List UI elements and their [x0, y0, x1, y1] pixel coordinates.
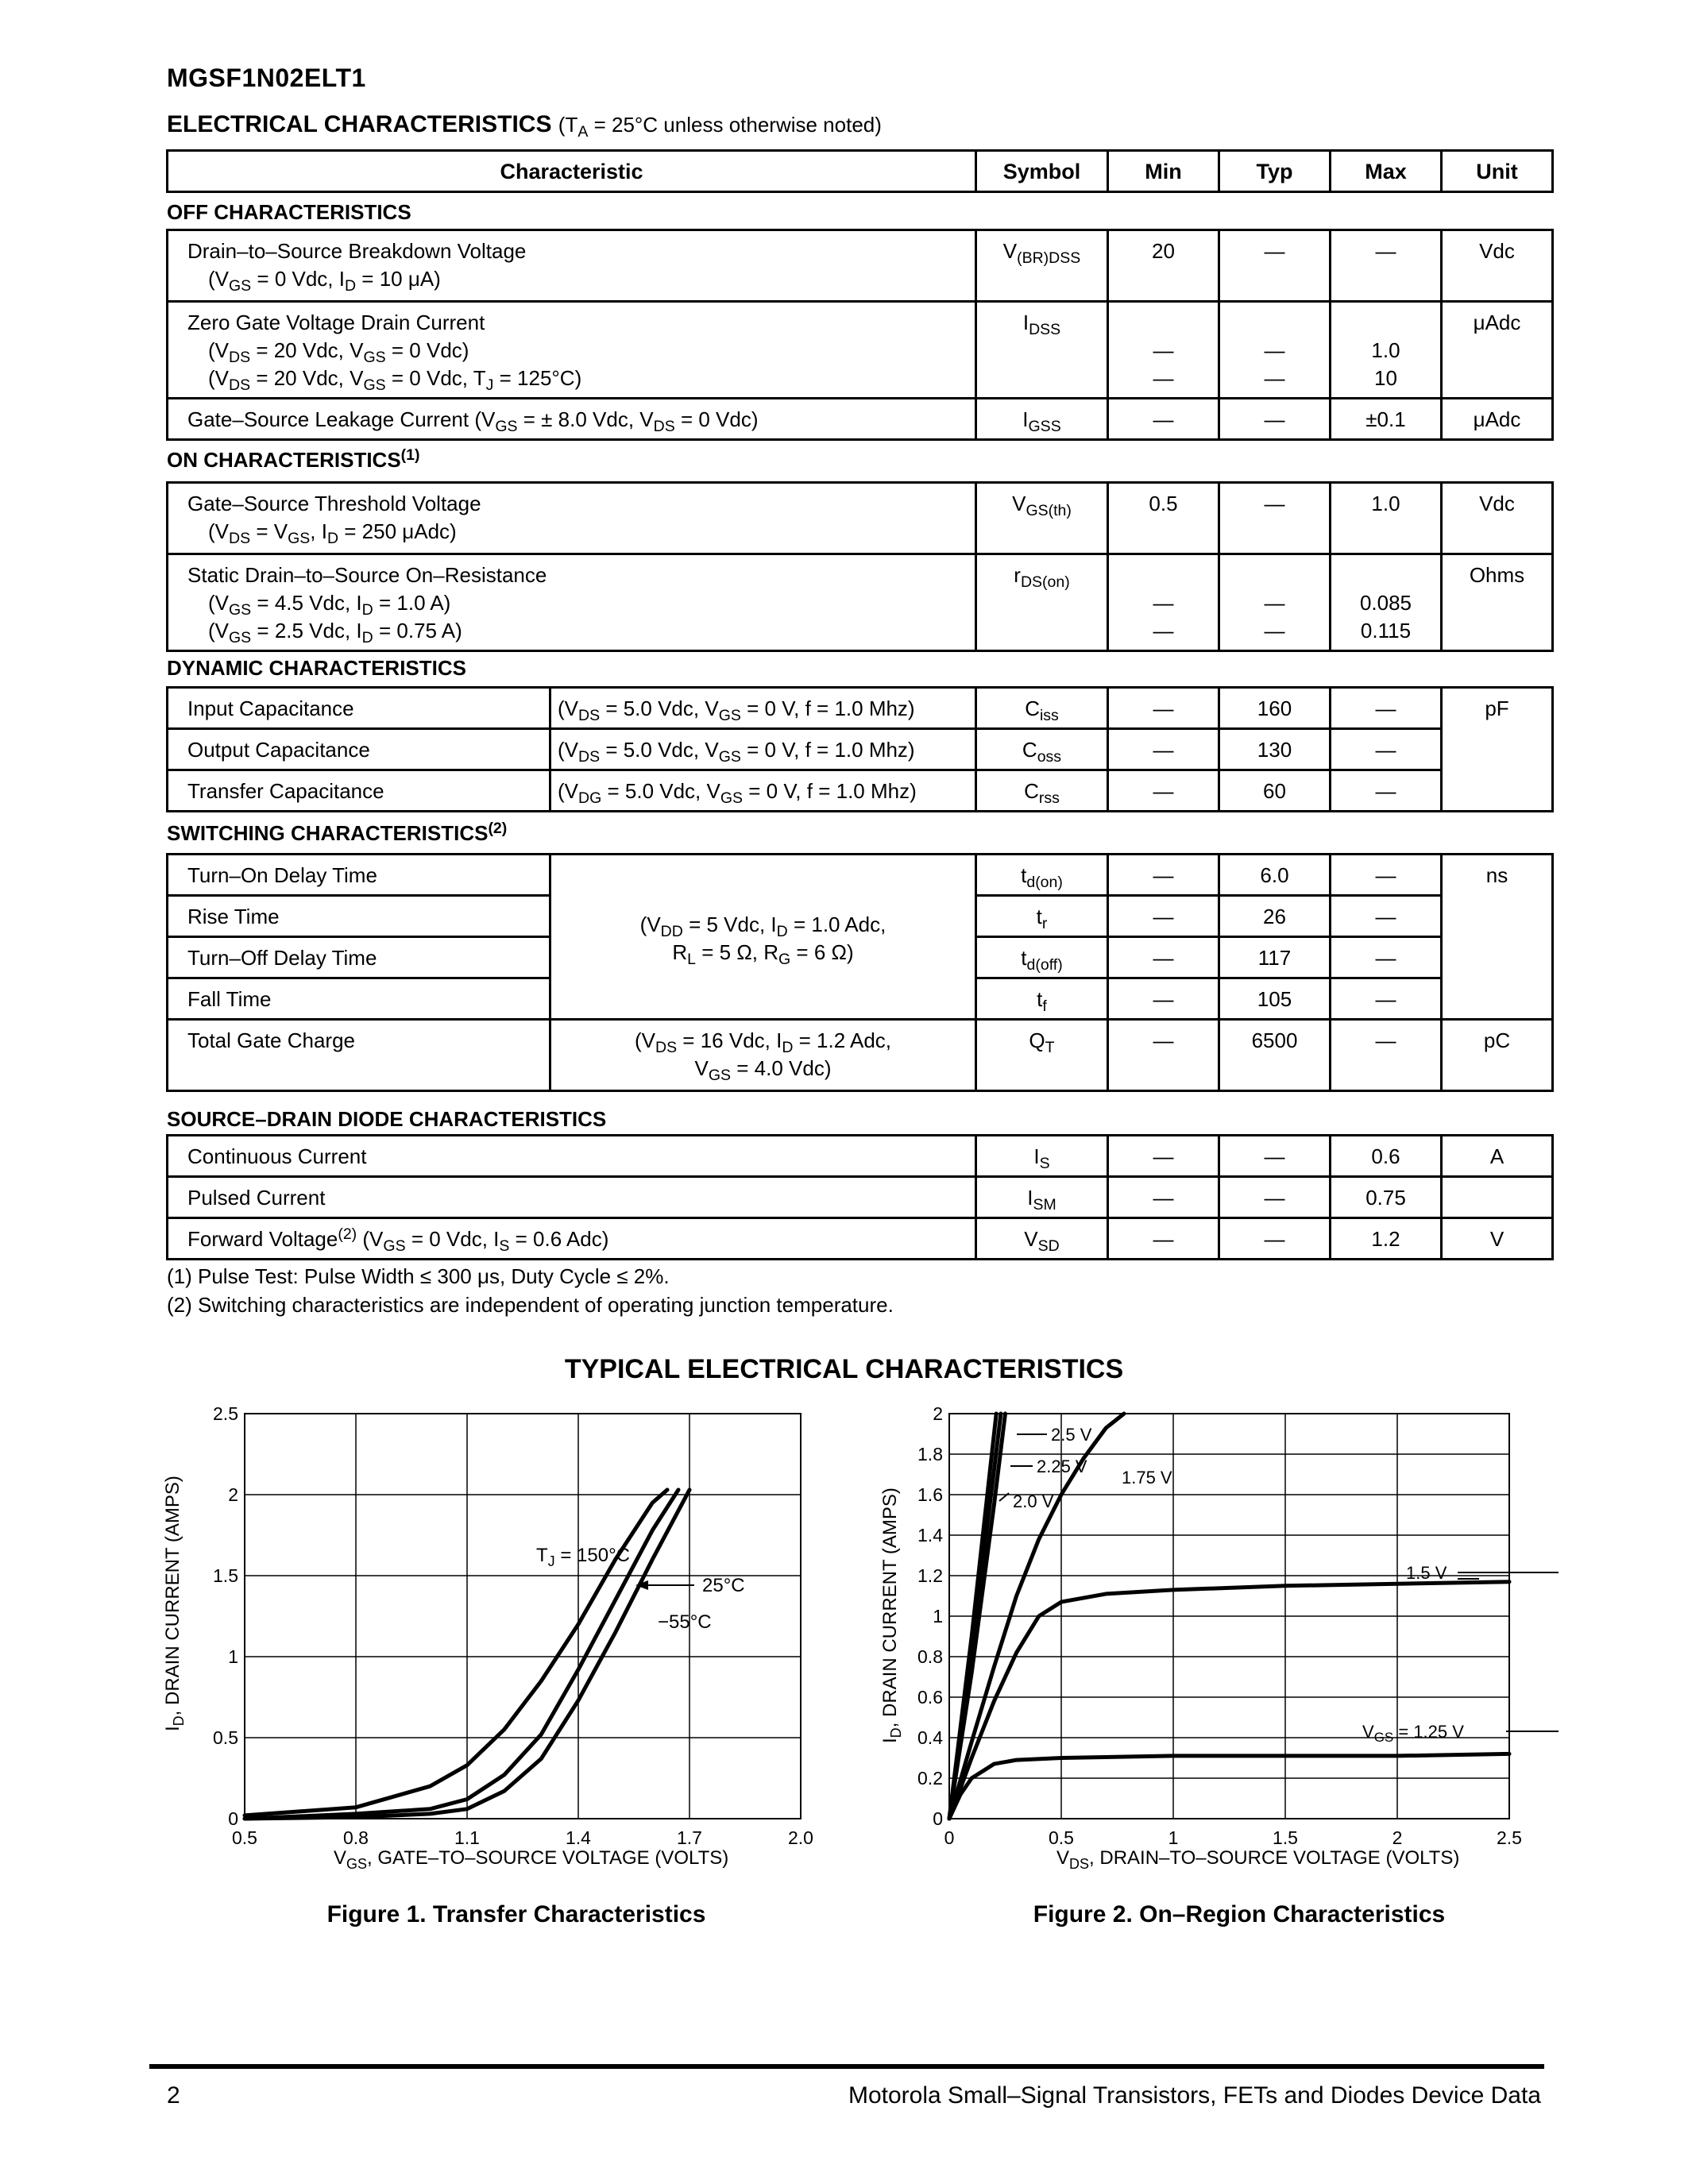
min-cell: —	[1108, 896, 1219, 937]
max-cell: —	[1331, 855, 1442, 896]
unit-cell: μAdc	[1442, 302, 1553, 399]
row-bvdss: Drain–to–Source Breakdown Voltage ($V_{GS} = 0$ Vdc, $I_D = 10$ μA)	[168, 230, 976, 302]
x-tick-label: 0.5	[1049, 1827, 1074, 1848]
symbol-cell: $I_{GSS}$	[976, 399, 1108, 440]
col-symbol: Symbol	[976, 151, 1108, 192]
symbol-cell: $C_{iss}$	[976, 688, 1108, 729]
fig2-label-225v: 2.25 V	[1037, 1457, 1087, 1476]
y-tick-label: 0.6	[917, 1687, 943, 1707]
y-tick-label: 1.2	[917, 1565, 943, 1586]
symbol-cell: $I_S$	[976, 1136, 1108, 1177]
x-tick-label: 1.4	[566, 1827, 591, 1848]
max-cell: —	[1331, 688, 1442, 729]
row-idss: Zero Gate Voltage Drain Current ($V_{DS} = 20$ Vdc, $V_{GS} = 0$ Vdc) ($V_{DS} = 20$ Vdc, $V_{GS} = 0$ Vdc, $T_J = 125^\circ C$)	[168, 302, 976, 399]
max-cell: —	[1331, 1020, 1442, 1091]
table-row	[168, 1177, 1553, 1218]
fig1-xlabel: $V_{GS}$, GATE–TO–SOURCE VOLTAGE (VOLTS)	[334, 1847, 729, 1872]
section-title-text: ELECTRICAL CHARACTERISTICS	[167, 111, 552, 137]
typ-cell: 60	[1219, 770, 1331, 812]
table-row	[168, 855, 1553, 896]
fig1-label-55: −55°C	[658, 1611, 712, 1633]
typ-cell: — —	[1219, 302, 1331, 399]
y-tick-label: 2.5	[213, 1406, 238, 1424]
min-cell: —	[1108, 855, 1219, 896]
min-cell: — —	[1108, 554, 1219, 651]
x-tick-label: 1.1	[454, 1827, 480, 1848]
fig2-xlabel: $V_{DS}$, DRAIN–TO–SOURCE VOLTAGE (VOLTS)	[1056, 1847, 1460, 1872]
row-coss: Output Capacitance	[168, 729, 550, 770]
diode-table	[166, 1134, 1554, 1260]
min-cell: —	[1108, 978, 1219, 1020]
fig1-label-25: 25°C	[702, 1575, 745, 1596]
dynamic-heading: DYNAMIC CHARACTERISTICS	[167, 656, 466, 680]
x-tick-label: 1	[1168, 1827, 1179, 1848]
row-vgsth: Gate–Source Threshold Voltage ($V_{DS} = V_{GS}$, $I_D = 250$ μAdc)	[168, 483, 976, 554]
symbol-cell: $r_{DS(on)}$	[976, 554, 1108, 651]
row-igss: Gate–Source Leakage Current ($V_{GS}$ = ± 8.0 Vdc, $V_{DS} = 0$ Vdc)	[168, 399, 976, 440]
condition-cell: ($V_{DS} = 5.0$ Vdc, $V_{GS} = 0$ V, f = 1.0 Mhz)	[550, 729, 976, 770]
y-tick-label: 2	[228, 1484, 238, 1505]
row-is: Continuous Current	[168, 1136, 976, 1177]
typ-cell: —	[1219, 483, 1331, 554]
x-tick-label: 0.5	[232, 1827, 257, 1848]
symbol-cell: $t_{d(off)}$	[976, 937, 1108, 978]
table-row	[168, 302, 1553, 399]
y-tick-label: 0	[933, 1808, 943, 1829]
typ-cell: —	[1219, 1218, 1331, 1260]
table-row	[168, 1020, 1553, 1091]
condition-cell: ($V_{DG} = 5.0$ Vdc, $V_{GS} = 0$ V, f = 1.0 Mhz)	[550, 770, 976, 812]
switching-table	[166, 853, 1554, 1092]
x-tick-label: 1.7	[677, 1827, 702, 1848]
figure-2-caption: Figure 2. On–Region Characteristics	[1033, 1901, 1446, 1927]
page-number: 2	[167, 2082, 180, 2109]
typ-cell: 117	[1219, 937, 1331, 978]
max-cell: —	[1331, 978, 1442, 1020]
figure-2-chart	[866, 1406, 1565, 1882]
typ-cell: 6.0	[1219, 855, 1331, 896]
off-heading: OFF CHARACTERISTICS	[167, 200, 411, 224]
col-characteristic: Characteristic	[168, 151, 976, 192]
x-tick-label: 2.5	[1497, 1827, 1522, 1848]
unit-cell: A	[1442, 1136, 1553, 1177]
col-max: Max	[1331, 151, 1442, 192]
fig2-label-25v: 2.5 V	[1051, 1425, 1092, 1445]
y-tick-label: 1.6	[917, 1484, 943, 1505]
max-cell: 1.2	[1331, 1218, 1442, 1260]
typ-cell: —	[1219, 1136, 1331, 1177]
part-number: MGSF1N02ELT1	[167, 64, 366, 92]
row-vsd: Forward Voltage$^{(2)}$ ($V_{GS} = 0$ Vdc, $I_S = 0.6$ Adc)	[168, 1218, 976, 1260]
plot-frame	[245, 1414, 801, 1819]
typ-cell: 6500	[1219, 1020, 1331, 1091]
row-ton: Turn–On Delay Time	[168, 855, 550, 896]
spec-header-table	[166, 149, 1554, 193]
col-unit: Unit	[1442, 151, 1553, 192]
typ-cell: 105	[1219, 978, 1331, 1020]
x-tick-label: 2	[1392, 1827, 1403, 1848]
y-tick-label: 0.5	[213, 1727, 238, 1748]
symbol-cell: $t_{d(on)}$	[976, 855, 1108, 896]
off-table	[166, 229, 1554, 441]
condition-cell: ($V_{DD} = 5$ Vdc, $I_D = 1.0$ Adc, $R_L = 5$ Ω, $R_G = 6$ Ω)	[550, 855, 976, 1020]
condition-cell: ($V_{DS} = 5.0$ Vdc, $V_{GS} = 0$ V, f = 1.0 Mhz)	[550, 688, 976, 729]
col-typ: Typ	[1219, 151, 1331, 192]
footer-rule	[149, 2064, 1544, 2069]
x-tick-label: 0.8	[343, 1827, 369, 1848]
max-cell: ±0.1	[1331, 399, 1442, 440]
table-row	[168, 770, 1553, 812]
y-tick-label: 0.8	[917, 1646, 943, 1667]
symbol-cell: $t_f$	[976, 978, 1108, 1020]
row-tr: Rise Time	[168, 896, 550, 937]
max-cell: 1.0 10	[1331, 302, 1442, 399]
symbol-cell: $I_{SM}$	[976, 1177, 1108, 1218]
figure-1-caption: Figure 1. Transfer Characteristics	[326, 1901, 706, 1927]
min-cell: 0.5	[1108, 483, 1219, 554]
fig1-label-tj: $T_J = 150^\circ C$	[536, 1545, 630, 1569]
x-tick-label: 1.5	[1273, 1827, 1298, 1848]
unit-cell: pF	[1442, 688, 1553, 812]
symbol-cell: $V_{(BR)DSS}$	[976, 230, 1108, 302]
max-cell: —	[1331, 729, 1442, 770]
unit-cell: Ohms	[1442, 554, 1553, 651]
min-cell: —	[1108, 1177, 1219, 1218]
max-cell: —	[1331, 896, 1442, 937]
min-cell: —	[1108, 770, 1219, 812]
min-cell: —	[1108, 937, 1219, 978]
typ-cell: 26	[1219, 896, 1331, 937]
series-line	[949, 1754, 1509, 1819]
y-tick-label: 0.2	[917, 1768, 943, 1788]
row-rds: Static Drain–to–Source On–Resistance ($V_{GS} = 4.5$ Vdc, $I_D = 1.0$ A) ($V_{GS} = 2.5$ Vdc, $I_D = 0.75$ A)	[168, 554, 976, 651]
table-row	[168, 729, 1553, 770]
fig2-ylabel: $I_D$, DRAIN CURRENT (AMPS)	[879, 1488, 904, 1743]
row-crss: Transfer Capacitance	[168, 770, 550, 812]
table-row	[168, 688, 1553, 729]
switching-heading: SWITCHING CHARACTERISTICS$^{(2)}$	[167, 820, 508, 845]
unit-cell: Vdc	[1442, 230, 1553, 302]
min-cell: —	[1108, 688, 1219, 729]
on-heading: ON CHARACTERISTICS$^{(1)}$	[167, 446, 420, 472]
y-tick-label: 0	[228, 1808, 238, 1829]
row-qt: Total Gate Charge	[168, 1020, 550, 1091]
typ-cell: —	[1219, 1177, 1331, 1218]
max-cell: 0.6	[1331, 1136, 1442, 1177]
min-cell: —	[1108, 399, 1219, 440]
table-row	[168, 483, 1553, 554]
figure-1-chart	[143, 1406, 842, 1882]
footnote-1: (1) Pulse Test: Pulse Width ≤ 300 μs, Duty Cycle ≤ 2%.	[167, 1264, 670, 1288]
fig2-label-125v: $V_{GS} = 1.25$ V	[1362, 1722, 1464, 1745]
symbol-cell: $t_r$	[976, 896, 1108, 937]
unit-cell	[1442, 1177, 1553, 1218]
y-tick-label: 1.4	[917, 1525, 943, 1545]
min-cell: 20	[1108, 230, 1219, 302]
dynamic-table	[166, 686, 1554, 812]
unit-cell: ns	[1442, 855, 1553, 1020]
typ-cell: —	[1219, 399, 1331, 440]
symbol-cell: $V_{SD}$	[976, 1218, 1108, 1260]
chart-grid	[245, 1414, 801, 1819]
row-ciss: Input Capacitance	[168, 688, 550, 729]
unit-cell: pC	[1442, 1020, 1553, 1091]
row-toff: Turn–Off Delay Time	[168, 937, 550, 978]
table-row	[168, 230, 1553, 302]
symbol-cell: $Q_T$	[976, 1020, 1108, 1091]
unit-cell: μAdc	[1442, 399, 1553, 440]
max-cell: —	[1331, 770, 1442, 812]
typical-title: TYPICAL ELECTRICAL CHARACTERISTICS	[564, 1354, 1124, 1384]
max-cell: —	[1331, 230, 1442, 302]
row-ism: Pulsed Current	[168, 1177, 976, 1218]
max-cell: —	[1331, 937, 1442, 978]
symbol-cell: $C_{oss}$	[976, 729, 1108, 770]
x-tick-label: 2.0	[788, 1827, 813, 1848]
min-cell: — —	[1108, 302, 1219, 399]
min-cell: —	[1108, 729, 1219, 770]
fig2-label-20v: 2.0 V	[1013, 1491, 1054, 1511]
footnote-2: (2) Switching characteristics are independent of operating junction temperature.	[167, 1293, 894, 1317]
fig2-label-15v: 1.5 V	[1406, 1563, 1447, 1583]
typ-cell: — —	[1219, 554, 1331, 651]
diode-heading: SOURCE–DRAIN DIODE CHARACTERISTICS	[167, 1107, 607, 1131]
table-row	[168, 1218, 1553, 1260]
unit-cell: Vdc	[1442, 483, 1553, 554]
max-cell: 0.75	[1331, 1177, 1442, 1218]
condition-cell: ($V_{DS} = 16$ Vdc, $I_D = 1.2$ Adc, $V_{GS} = 4.0$ Vdc)	[550, 1020, 976, 1091]
symbol-cell: $C_{rss}$	[976, 770, 1108, 812]
series-line	[949, 1582, 1509, 1819]
fig1-ylabel: $I_D$, DRAIN CURRENT (AMPS)	[162, 1476, 187, 1731]
table-row	[168, 554, 1553, 651]
y-tick-label: 1	[933, 1606, 943, 1626]
symbol-cell: $I_{DSS}$	[976, 302, 1108, 399]
footer-text: Motorola Small–Signal Transistors, FETs and Diodes Device Data	[848, 2082, 1541, 2109]
section-title	[167, 111, 882, 141]
typ-cell: 130	[1219, 729, 1331, 770]
fig2-label-175v: 1.75 V	[1122, 1468, 1172, 1488]
y-tick-label: 1.8	[917, 1444, 943, 1464]
typ-cell: —	[1219, 230, 1331, 302]
table-row	[168, 399, 1553, 440]
section-condition: ($T_A = 25^\circ C$ unless otherwise noted)	[558, 113, 882, 141]
max-cell: 1.0	[1331, 483, 1442, 554]
typ-cell: 160	[1219, 688, 1331, 729]
y-tick-label: 1.5	[213, 1565, 238, 1586]
y-tick-label: 0.4	[917, 1727, 943, 1748]
y-tick-label: 1	[228, 1646, 238, 1667]
col-min: Min	[1108, 151, 1219, 192]
row-tf: Fall Time	[168, 978, 550, 1020]
on-table	[166, 481, 1554, 652]
max-cell: 0.085 0.115	[1331, 554, 1442, 651]
unit-cell: V	[1442, 1218, 1553, 1260]
table-row	[168, 1136, 1553, 1177]
symbol-cell: $V_{GS(th)}$	[976, 483, 1108, 554]
min-cell: —	[1108, 1020, 1219, 1091]
x-tick-label: 0	[944, 1827, 955, 1848]
min-cell: —	[1108, 1136, 1219, 1177]
y-tick-label: 2	[933, 1406, 943, 1424]
min-cell: —	[1108, 1218, 1219, 1260]
